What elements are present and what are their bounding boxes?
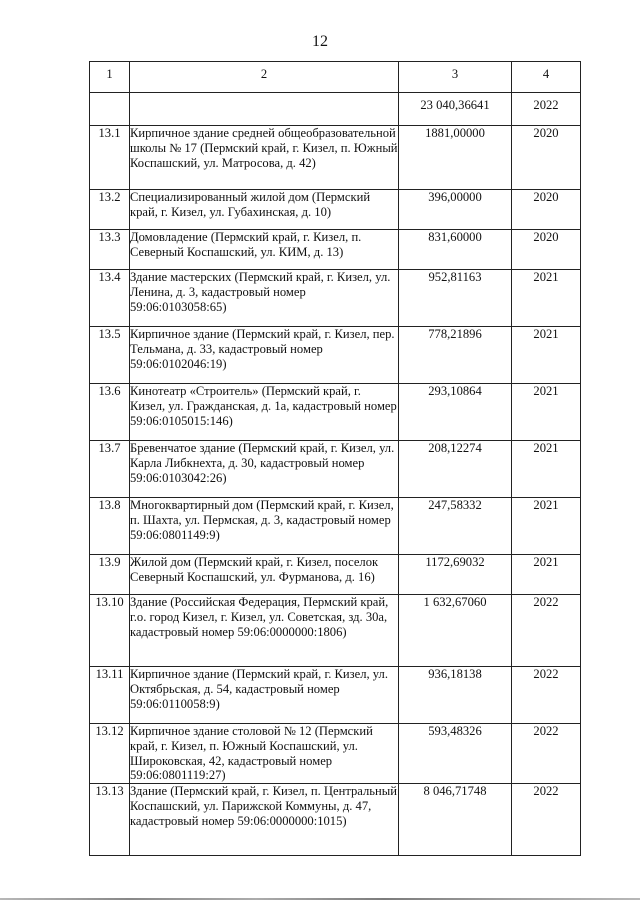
table-row [90, 667, 581, 724]
cost-cell: 952,81163 [399, 270, 512, 327]
table-row [90, 555, 581, 595]
cost-cell: 593,48326 [399, 724, 512, 784]
cost-cell: 778,21896 [399, 327, 512, 384]
description-cell: Специализированный жилой дом (Пермский край, г. Кизел, ул. Губахинская, д. 10) [130, 190, 399, 230]
description-cell: Многоквартирный дом (Пермский край, г. Кизел, п. Шахта, ул. Пермская, д. 3, кадастровый номер 59:06:0801149:9) [130, 498, 399, 555]
table-row [90, 230, 581, 270]
cost-cell: 8 046,71748 [399, 784, 512, 856]
row-number-cell: 13.8 [90, 498, 130, 555]
year-cell: 2020 [512, 190, 581, 230]
table-row [90, 498, 581, 555]
year-cell: 2021 [512, 441, 581, 498]
year-cell: 2021 [512, 327, 581, 384]
row-number-cell: 13.12 [90, 724, 130, 784]
table-row [90, 784, 581, 856]
year-cell: 2021 [512, 555, 581, 595]
table-row [90, 441, 581, 498]
row-number-cell: 13.5 [90, 327, 130, 384]
row-number-cell: 13.11 [90, 667, 130, 724]
table-row [90, 327, 581, 384]
total-desc-cell [130, 93, 399, 126]
year-cell: 2022 [512, 724, 581, 784]
row-number-cell: 13.2 [90, 190, 130, 230]
row-number-cell: 13.13 [90, 784, 130, 856]
table-header-row [90, 62, 581, 93]
row-number-cell: 13.4 [90, 270, 130, 327]
row-number-cell: 13.7 [90, 441, 130, 498]
description-cell: Кинотеатр «Строитель» (Пермский край, г. Кизел, ул. Гражданская, д. 1а, кадастровый номер 59:06:0105015:146) [130, 384, 399, 441]
property-table [89, 61, 581, 856]
total-row [90, 93, 581, 126]
table-row [90, 384, 581, 441]
cost-cell: 1 632,67060 [399, 595, 512, 667]
row-number-cell: 13.3 [90, 230, 130, 270]
year-cell: 2022 [512, 595, 581, 667]
description-cell: Здание мастерских (Пермский край, г. Кизел, ул. Ленина, д. 3, кадастровый номер 59:06:0103058:65) [130, 270, 399, 327]
year-cell: 2020 [512, 126, 581, 190]
cost-cell: 247,58332 [399, 498, 512, 555]
year-cell: 2022 [512, 784, 581, 856]
page-bottom-edge [0, 898, 640, 900]
description-cell: Кирпичное здание средней общеобразовательной школы № 17 (Пермский край, г. Кизел, п. Южный Коспашский, ул. Матросова, д. 42) [130, 126, 399, 190]
cost-cell: 936,18138 [399, 667, 512, 724]
row-number-cell: 13.9 [90, 555, 130, 595]
total-num-cell [90, 93, 130, 126]
column-header: 2 [130, 62, 399, 93]
year-cell: 2021 [512, 498, 581, 555]
table-row [90, 724, 581, 784]
row-number-cell: 13.6 [90, 384, 130, 441]
description-cell: Жилой дом (Пермский край, г. Кизел, поселок Северный Коспашский, ул. Фурманова, д. 16) [130, 555, 399, 595]
description-cell: Здание (Российская Федерация, Пермский край, г.о. город Кизел, г. Кизел, ул. Советская, зд. 30а, кадастровый номер 59:06:0000000:1806) [130, 595, 399, 667]
description-cell: Кирпичное здание столовой № 12 (Пермский край, г. Кизел, п. Южный Коспашский, ул. Широковская, 42, кадастровый номер 59:06:0801119:27) [130, 724, 399, 784]
description-cell: Здание (Пермский край, г. Кизел, п. Центральный Коспашский, ул. Парижской Коммуны, д. 47, кадастровый номер 59:06:0000000:1015) [130, 784, 399, 856]
year-cell: 2021 [512, 384, 581, 441]
description-cell: Кирпичное здание (Пермский край, г. Кизел, пер. Тельмана, д. 33, кадастровый номер 59:06:0102046:19) [130, 327, 399, 384]
description-cell: Бревенчатое здание (Пермский край, г. Кизел, ул. Карла Либкнехта, д. 30, кадастровый номер 59:06:0103042:26) [130, 441, 399, 498]
total-year-cell: 2022 [512, 93, 581, 126]
cost-cell: 208,12274 [399, 441, 512, 498]
cost-cell: 293,10864 [399, 384, 512, 441]
row-number-cell: 13.1 [90, 126, 130, 190]
year-cell: 2020 [512, 230, 581, 270]
table-row [90, 126, 581, 190]
page-number: 12 [312, 33, 328, 50]
year-cell: 2021 [512, 270, 581, 327]
column-header: 3 [399, 62, 512, 93]
cost-cell: 1881,00000 [399, 126, 512, 190]
table-row [90, 270, 581, 327]
table-row [90, 595, 581, 667]
cost-cell: 831,60000 [399, 230, 512, 270]
table-row [90, 190, 581, 230]
total-cost-cell: 23 040,36641 [399, 93, 512, 126]
column-header: 4 [512, 62, 581, 93]
cost-cell: 396,00000 [399, 190, 512, 230]
cost-cell: 1172,69032 [399, 555, 512, 595]
description-cell: Кирпичное здание (Пермский край, г. Кизел, ул. Октябрьская, д. 54, кадастровый номер 59:06:0110058:9) [130, 667, 399, 724]
year-cell: 2022 [512, 667, 581, 724]
row-number-cell: 13.10 [90, 595, 130, 667]
description-cell: Домовладение (Пермский край, г. Кизел, п. Северный Коспашский, ул. КИМ, д. 13) [130, 230, 399, 270]
column-header: 1 [90, 62, 130, 93]
